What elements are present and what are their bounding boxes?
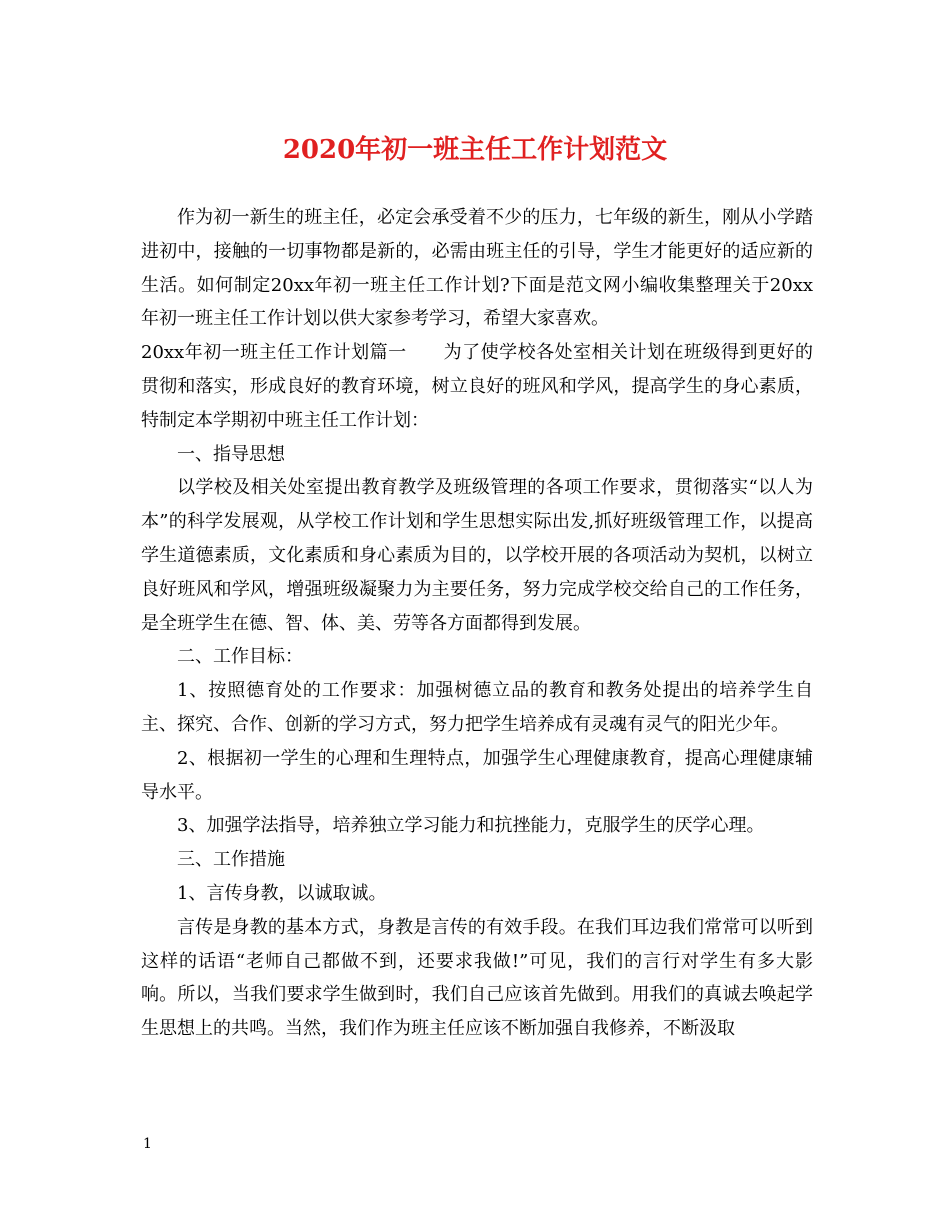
page-number: 1 <box>143 1136 152 1152</box>
paragraph-guiding-ideology: 以学校及相关处室提出教育教学及班级管理的各项工作要求，贯彻落实“以人为本”的科学发展观，从学校工作计划和学生思想实际出发,抓好班级管理工作，以提高学生道德素质，文化素质和身心素质为目的，以学校开展的各项活动为契机，以树立良好班风和学风，增强班级凝聚力为主要任务，努力完成学校交给自己的工作任务，是全班学生在德、智、体、美、劳等各方面都得到发展。 <box>141 477 813 634</box>
document-title: 2020年初一班主任工作计划范文 <box>282 135 668 165</box>
document-body <box>141 201 813 1046</box>
paragraph-goal-3: 3、加强学法指导，培养独立学习能力和抗挫能力，克服学生的厌学心理。 <box>177 815 765 837</box>
paragraph-measure-1-detail: 言传是身教的基本方式，身教是言传的有效手段。在我们耳边我们常常可以听到这样的话语“老师自己都做不到，还要求我做!”可见，我们的言行对学生有多大影响。所以，当我们要求学生做到时，我们自己应该首先做到。用我们的真诚去唤起学生思想上的共鸣。当然，我们作为班主任应该不断加强自我修养，不断汲取 <box>141 916 813 1040</box>
heading-work-goals: 二、工作目标： <box>177 646 303 668</box>
paragraph-goal-1: 1、按照德育处的工作要求：加强树德立品的教育和教务处提出的培养学生自主、探究、合作、创新的学习方式，努力把学生培养成有灵魂有灵气的阳光少年。 <box>141 680 813 735</box>
paragraph-measure-1: 1、言传身教，以诚取诚。 <box>177 882 387 904</box>
heading-guiding-ideology: 一、指导思想 <box>177 443 285 465</box>
paragraph-intro: 作为初一新生的班主任，必定会承受着不少的压力，七年级的新生，刚从小学踏进初中，接触的一切事物都是新的，必需由班主任的引导，学生才能更好的适应新的生活。如何制定20xx年初一班主任工作计划?下面是范文网小编收集整理关于20xx年初一班主任工作计划以供大家参考学习，希望大家喜欢。 <box>141 207 813 330</box>
heading-work-measures: 三、工作措施 <box>177 849 285 871</box>
paragraph-plan-one: 20xx年初一班主任工作计划篇一 为了使学校各处室相关计划在班级得到更好的贯彻和落实，形成良好的教育环境，树立良好的班风和学风，提高学生的身心素质，特制定本学期初中班主任工作计划： <box>141 342 813 431</box>
paragraph-goal-2: 2、根据初一学生的心理和生理特点，加强学生心理健康教育，提高心理健康辅导水平。 <box>141 747 813 803</box>
